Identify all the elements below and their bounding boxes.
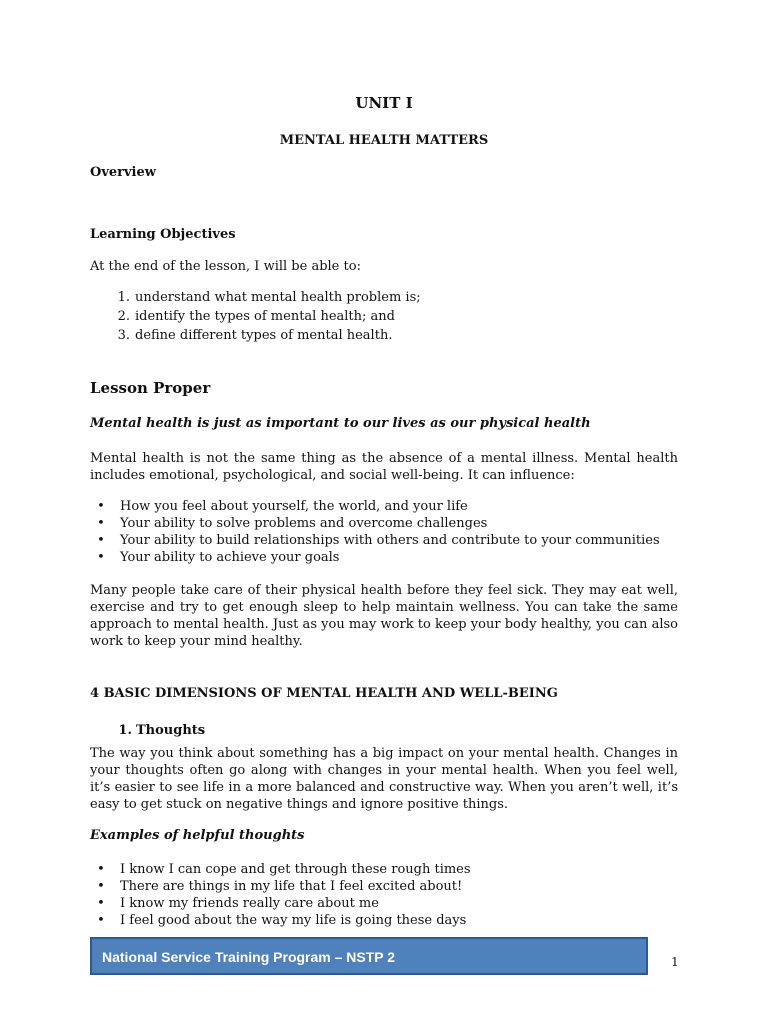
objectives-list <box>90 288 678 345</box>
list-item <box>90 532 678 549</box>
lesson-paragraph-1: Mental health is not the same thing as the absence of a mental illness. Mental health includes emotional, psychological, and social well-being. It can influence: <box>90 451 678 483</box>
footer-program-title: National Service Training Program – NSTP 2 <box>102 949 396 965</box>
list-item <box>90 288 678 307</box>
lesson-proper-heading: Lesson Proper <box>90 379 211 397</box>
bullet-icon: • <box>97 516 105 531</box>
list-item <box>90 498 678 515</box>
list-item <box>90 912 678 929</box>
list-item <box>90 861 678 878</box>
list-item <box>90 307 678 326</box>
examples-list <box>90 861 678 929</box>
examples-heading: Examples of helpful thoughts <box>90 828 305 843</box>
bullet-icon: • <box>97 862 105 877</box>
list-marker: 2. <box>117 309 130 324</box>
list-item-text: There are things in my life that I feel excited about! <box>120 879 463 894</box>
lesson-title: MENTAL HEALTH MATTERS <box>279 133 489 148</box>
overview-heading: Overview <box>90 165 156 180</box>
list-marker: 3. <box>117 328 130 343</box>
list-item <box>90 326 678 345</box>
objectives-intro: At the end of the lesson, I will be able to: <box>90 259 361 274</box>
dimensions-heading: 4 BASIC DIMENSIONS OF MENTAL HEALTH AND WELL-BEING <box>90 686 558 701</box>
list-item <box>90 515 678 532</box>
dimension-number: 1. <box>118 723 132 738</box>
list-item-text: Your ability to achieve your goals <box>120 550 340 565</box>
list-item-text: I feel good about the way my life is going these days <box>120 913 467 928</box>
list-item-text: Your ability to build relationships with others and contribute to your communities <box>120 533 660 548</box>
lesson-paragraph-2: Many people take care of their physical health before they feel sick. They may eat well, exercise and try to get enough sleep to help maintain wellness. You can take the same approach to mental health. Just as you may work to keep your body healthy, you can also work to keep your mind healthy. <box>90 583 678 649</box>
influences-list <box>90 498 678 566</box>
list-item-text: understand what mental health problem is; <box>135 290 421 305</box>
list-item-text: identify the types of mental health; and <box>135 309 395 324</box>
thoughts-paragraph: The way you think about something has a big impact on your mental health. Changes in your thoughts often go along with changes in your mental health. When you feel well, it’s easier to see life in a more balanced and constructive way. When you aren’t well, it’s easy to get stuck on negative things and ignore positive things. <box>90 746 678 812</box>
bullet-icon: • <box>97 533 105 548</box>
bullet-icon: • <box>97 896 105 911</box>
bullet-icon: • <box>97 879 105 894</box>
bullet-icon: • <box>97 550 105 565</box>
list-item-text: I know my friends really care about me <box>120 896 379 911</box>
list-item-text: Your ability to solve problems and overcome challenges <box>120 516 488 531</box>
list-marker: 1. <box>117 290 130 305</box>
unit-title: UNIT I <box>355 94 413 112</box>
list-item-text: How you feel about yourself, the world, and your life <box>120 499 468 514</box>
bullet-icon: • <box>97 913 105 928</box>
list-item-text: I know I can cope and get through these rough times <box>120 862 471 877</box>
lesson-subheading: Mental health is just as important to our lives as our physical health <box>90 416 591 431</box>
dimension-title-thoughts: Thoughts <box>136 723 206 738</box>
learning-objectives-heading: Learning Objectives <box>90 227 236 242</box>
list-item <box>90 549 678 566</box>
footer-banner <box>90 937 648 975</box>
page-number: 1 <box>671 955 679 969</box>
list-item <box>90 895 678 912</box>
bullet-icon: • <box>97 499 105 514</box>
list-item <box>90 878 678 895</box>
list-item-text: define different types of mental health. <box>135 328 393 343</box>
